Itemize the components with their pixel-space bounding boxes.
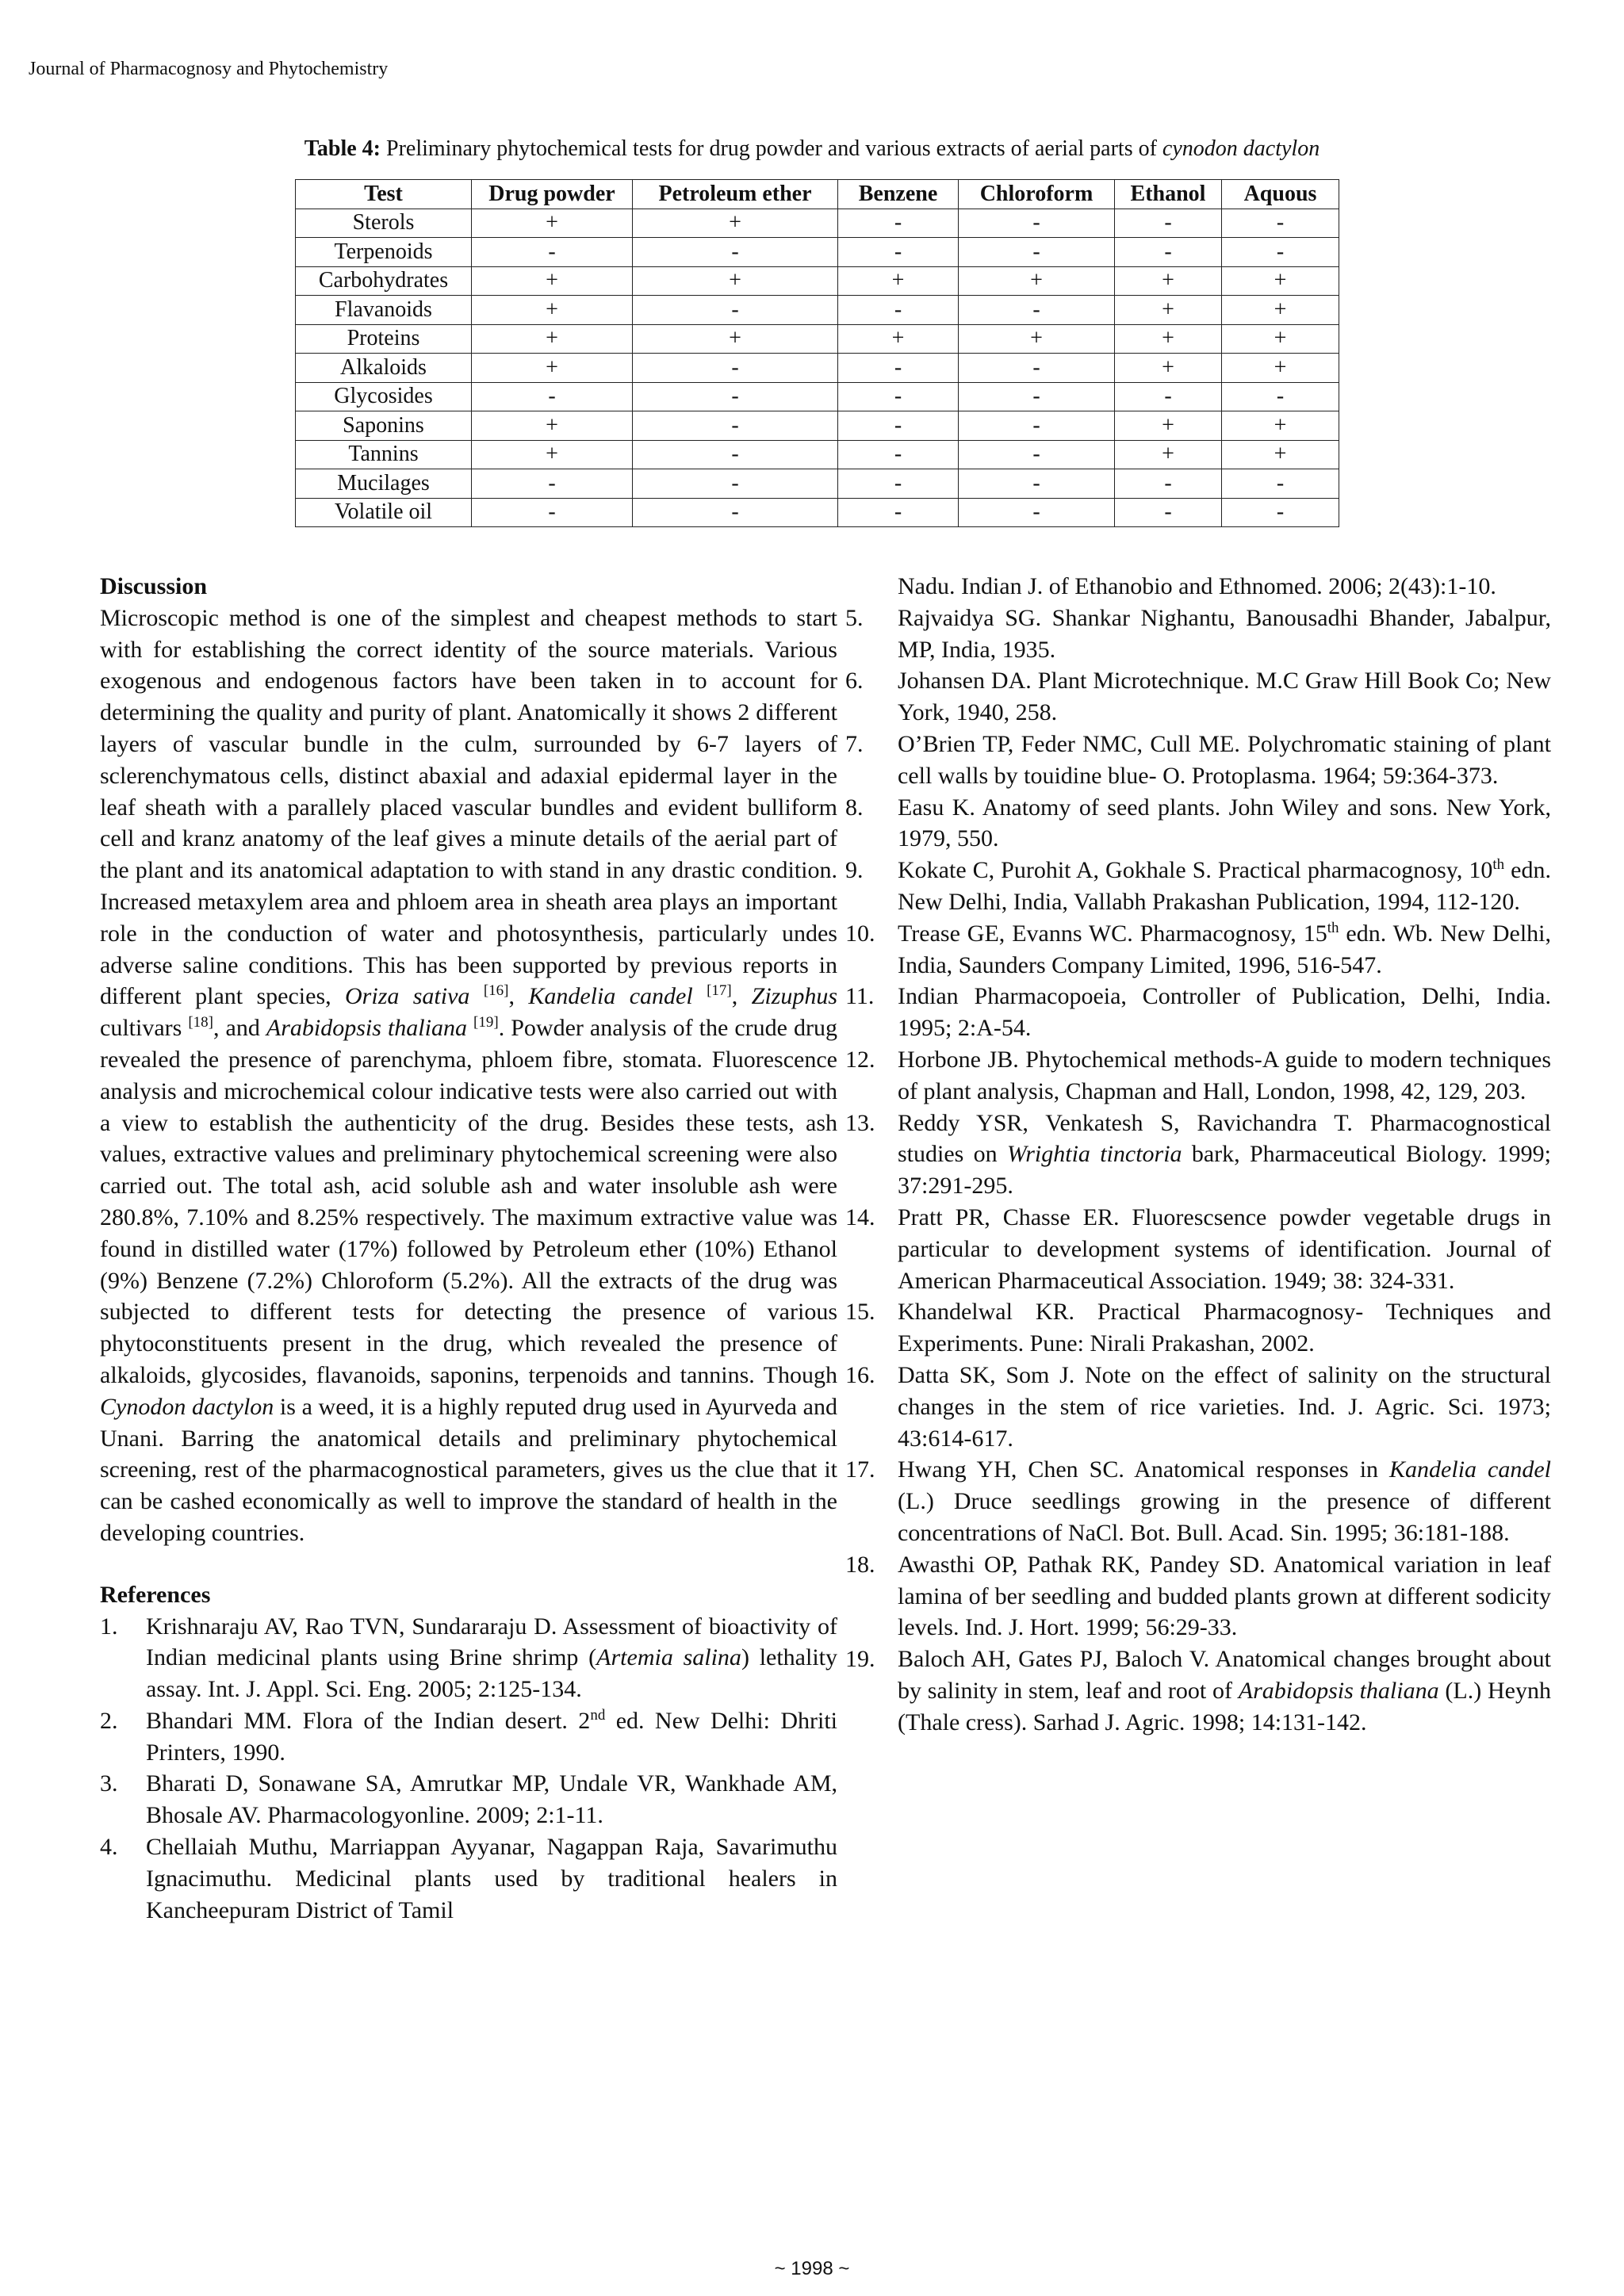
result-cell: + (472, 411, 633, 441)
result-cell: - (633, 469, 838, 499)
reference-list-left (100, 1611, 837, 1927)
result-cell: + (633, 266, 838, 296)
left-column (100, 571, 837, 1926)
reference-item (100, 1768, 837, 1831)
species-name: Zizuphus (751, 983, 838, 1010)
column-header: Petroleum ether (633, 180, 838, 209)
reference-text: ed. New Delhi: Dhriti Printers, 1990. (146, 1707, 837, 1766)
reference-number: 7. (845, 730, 864, 757)
result-cell: + (959, 266, 1115, 296)
test-name-cell: Volatile oil (296, 498, 472, 527)
result-cell: - (838, 296, 959, 325)
species-name: Arabidopsis thaliana (266, 1015, 467, 1042)
reference-item (845, 1360, 1551, 1454)
reference-italic: Artemia salina (596, 1644, 741, 1671)
result-cell: + (1222, 440, 1339, 469)
result-cell: + (1222, 324, 1339, 354)
reference-item (100, 1831, 837, 1926)
result-cell: + (633, 209, 838, 238)
result-cell: - (838, 238, 959, 267)
table-caption-label: Table 4: (304, 136, 381, 161)
reference-number: 19. (845, 1646, 875, 1673)
result-cell: - (838, 498, 959, 527)
result-cell: - (838, 440, 959, 469)
result-cell: - (1115, 469, 1222, 499)
result-cell: - (633, 440, 838, 469)
table-header (296, 180, 1339, 209)
result-cell: - (838, 382, 959, 411)
reference-italic: Arabidopsis thaliana (1238, 1677, 1439, 1704)
reference-text: edn. New Delhi, India, Vallabh Prakashan Publication, 1994, 112-120. (898, 857, 1551, 915)
reference-item (845, 729, 1551, 792)
citation: [16] (483, 982, 509, 1000)
reference-list-right (845, 603, 1551, 1739)
discussion-part: , (731, 983, 752, 1010)
reference-number: 1. (100, 1613, 118, 1640)
table-row (296, 238, 1339, 267)
citation: [17] (707, 982, 732, 1000)
result-cell: - (959, 440, 1115, 469)
reference-text: Hwang YH, Chen SC. Anatomical responses in (898, 1456, 1390, 1483)
column-header: Test (296, 180, 472, 209)
phytochemical-table-wrap (295, 179, 1339, 527)
reference-item (845, 855, 1551, 918)
table-row (296, 266, 1339, 296)
reference-text: Trease GE, Evanns WC. Pharmacognosy, 15 (898, 920, 1327, 947)
result-cell: - (472, 498, 633, 527)
discussion-part: , and (213, 1015, 266, 1042)
reference-number: 17. (845, 1456, 875, 1483)
reference-number: 11. (845, 983, 875, 1010)
reference-item (845, 1108, 1551, 1202)
result-cell: - (959, 498, 1115, 527)
result-cell: + (1115, 354, 1222, 383)
result-cell: + (472, 324, 633, 354)
reference-item (100, 1611, 837, 1705)
references-heading: References (100, 1581, 211, 1608)
column-header: Chloroform (959, 180, 1115, 209)
result-cell: - (838, 209, 959, 238)
citation: [18] (188, 1014, 213, 1031)
right-column (845, 571, 1551, 1738)
reference-item (845, 1454, 1551, 1548)
test-name-cell: Alkaloids (296, 354, 472, 383)
reference-text: edn. Wb. New Delhi, India, Saunders Company Limited, 1996, 516-547. (898, 920, 1552, 978)
reference-continuation: Nadu. Indian J. of Ethanobio and Ethnomed. 2006; 2(43):1-10. (898, 573, 1496, 599)
result-cell: - (1222, 209, 1339, 238)
result-cell: + (472, 209, 633, 238)
reference-number: 14. (845, 1203, 875, 1230)
species-name: Oriza sativa (345, 983, 470, 1010)
reference-item (845, 918, 1551, 982)
test-name-cell: Flavanoids (296, 296, 472, 325)
result-cell: + (1222, 354, 1339, 383)
discussion-part: cultivars (100, 1015, 189, 1042)
reference-text: Pratt PR, Chasse ER. Fluorescsence powder vegetable drugs in particular to development systems of identification. Journal of American Pharmaceutical Association. 1949; 38: 324-331. (898, 1203, 1551, 1294)
table-caption (0, 135, 1624, 163)
result-cell: - (959, 238, 1115, 267)
reference-item (845, 981, 1551, 1044)
result-cell: - (1222, 238, 1339, 267)
result-cell: + (838, 266, 959, 296)
journal-header: Journal of Pharmacognosy and Phytochemistry (29, 59, 389, 79)
reference-text: (L.) Heynh (Thale cress). Sarhad J. Agric. 1998; 14:131-142. (898, 1677, 1551, 1735)
reference-number: 15. (845, 1299, 875, 1326)
column-header: Drug powder (472, 180, 633, 209)
reference-item (845, 1044, 1551, 1108)
reference-text: Indian Pharmacopoeia, Controller of Publication, Delhi, India. 1995; 2:A-54. (898, 983, 1551, 1042)
spacer (100, 1549, 837, 1579)
reference-text: Awasthi OP, Pathak RK, Pandey SD. Anatomical variation in leaf lamina of ber seedling and budded plants grown at different sodicity levels. Ind. J. Hort. 1999; 56:29-33. (898, 1551, 1551, 1641)
reference-text: Johansen DA. Plant Microtechnique. M.C Graw Hill Book Co; New York, 1940, 258. (898, 668, 1551, 726)
result-cell: - (959, 354, 1115, 383)
result-cell: - (633, 296, 838, 325)
reference-text: ) lethality assay. Int. J. Appl. Sci. Eng. 2005; 2:125-134. (146, 1644, 837, 1703)
result-cell: - (959, 382, 1115, 411)
result-cell: - (1222, 469, 1339, 499)
reference-text: Baloch AH, Gates PJ, Baloch V. Anatomical changes brought about by salinity in stem, leaf and root of (898, 1646, 1551, 1704)
reference-number: 4. (100, 1834, 118, 1861)
discussion-part: is a weed, it is a highly reputed drug used in Ayurveda and Unani. Barring the anatomical details and preliminary phytochemical screening, rest of the pharmacognostical parameters, gives us the clue that it can be cashed economically as well to improve the standard of health in the developing countries. (100, 1393, 837, 1546)
reference-text: Khandelwal KR. Practical Pharmacognosy- Techniques and Experiments. Pune: Nirali Prakashan, 2002. (898, 1299, 1551, 1357)
reference-item (845, 603, 1551, 666)
reference-number: 3. (100, 1770, 118, 1797)
result-cell: + (1222, 411, 1339, 441)
reference-text: Rajvaidya SG. Shankar Nighantu, Banousadhi Bhander, Jabalpur, MP, India, 1935. (898, 604, 1551, 663)
result-cell: - (472, 382, 633, 411)
result-cell: - (959, 209, 1115, 238)
test-name-cell: Terpenoids (296, 238, 472, 267)
reference-sup: th (1492, 856, 1505, 874)
discussion-part: Microscopic method is one of the simplest and cheapest methods to start with for establishing the correct identity of the source materials. Various exogenous and endogenous factors have been taken in to account for determining the quality and purity of plant. Anatomically it shows 2 different layers of vascular bundle in the culm, surrounded by 6-7 layers of sclerenchymatous cells, distinct abaxial and adaxial epidermal layer in the leaf sheath with a parallely placed vascular bundles and evident bulliform cell and kranz anatomy of the leaf gives a minute details of the aerial part of the plant and its anatomical adaptation to with stand in any drastic condition. Increased metaxylem area and phloem area in sheath area plays an important role in the conduction of water and photosynthesis, particularly undes adverse saline conditions. This has been supported by previous reports in different plant species, (100, 604, 837, 1010)
result-cell: - (1222, 498, 1339, 527)
result-cell: - (838, 354, 959, 383)
species-name: Kandelia candel (528, 983, 693, 1010)
result-cell: - (959, 296, 1115, 325)
citation: [19] (473, 1014, 499, 1031)
reference-item (845, 1296, 1551, 1360)
result-cell: + (472, 354, 633, 383)
result-cell: - (633, 498, 838, 527)
result-cell: + (472, 296, 633, 325)
result-cell: - (1115, 209, 1222, 238)
phytochemical-table (295, 179, 1339, 527)
discussion-part: . Powder analysis of the crude drug revealed the presence of parenchyma, phloem fibre, stomata. Fluorescence analysis and microchemical colour indicative tests were also carried out with a view to establish the authenticity of the drug. Besides these tests, ash values, extractive values and preliminary phytochemical screening were also carried out. The total ash, acid soluble ash and water insoluble ash were 280.8%, 7.10% and 8.25% respectively. The maximum extractive value was found in distilled water (17%) followed by Petroleum ether (10%) Ethanol (9%) Benzene (7.2%) Chloroform (5.2%). All the extracts of the drug was subjected to different tests for detecting the presence of various phytoconstituents present in the drug, which revealed the presence of alkaloids, glycosides, flavanoids, saponins, terpenoids and tannins. Though (100, 1015, 837, 1388)
result-cell: + (959, 324, 1115, 354)
table-row (296, 382, 1339, 411)
reference-number: 18. (845, 1551, 875, 1578)
result-cell: - (633, 382, 838, 411)
test-name-cell: Saponins (296, 411, 472, 441)
reference-text: O’Brien TP, Feder NMC, Cull ME. Polychromatic staining of plant cell walls by touidine blue- O. Protoplasma. 1964; 59:364-373. (898, 730, 1551, 789)
test-name-cell: Proteins (296, 324, 472, 354)
test-name-cell: Carbohydrates (296, 266, 472, 296)
result-cell: + (1115, 324, 1222, 354)
result-cell: - (633, 354, 838, 383)
reference-sup: nd (590, 1706, 606, 1724)
result-cell: + (1115, 266, 1222, 296)
table-caption-text: Preliminary phytochemical tests for drug powder and various extracts of aerial parts of (381, 136, 1162, 161)
reference-sup: th (1327, 919, 1339, 936)
reference-italic: Kandelia candel (1389, 1456, 1551, 1483)
table-row (296, 296, 1339, 325)
page-number: ~ 1998 ~ (774, 2258, 850, 2279)
table-row (296, 498, 1339, 527)
result-cell: - (472, 469, 633, 499)
result-cell: - (472, 238, 633, 267)
result-cell: + (838, 324, 959, 354)
result-cell: + (472, 266, 633, 296)
reference-number: 10. (845, 920, 875, 947)
table-row (296, 469, 1339, 499)
result-cell: - (838, 411, 959, 441)
result-cell: - (838, 469, 959, 499)
reference-text: Reddy YSR, Venkatesh S, Ravichandra T. Pharmacognostical studies on (898, 1109, 1551, 1168)
reference-text: Horbone JB. Phytochemical methods-A guide to modern techniques of plant analysis, Chapman and Hall, London, 1998, 42, 129, 203. (898, 1046, 1551, 1104)
result-cell: - (1115, 238, 1222, 267)
test-name-cell: Mucilages (296, 469, 472, 499)
table-row (296, 411, 1339, 441)
result-cell: + (1115, 296, 1222, 325)
reference-text: Kokate C, Purohit A, Gokhale S. Practical pharmacognosy, 10 (898, 857, 1493, 884)
reference-number: 13. (845, 1109, 875, 1136)
reference-number: 5. (845, 604, 864, 631)
reference-text: Bharati D, Sonawane SA, Amrutkar MP, Undale VR, Wankhade AM, Bhosale AV. Pharmacologyonline. 2009; 2:1-11. (146, 1770, 837, 1829)
reference-number: 2. (100, 1707, 118, 1734)
discussion-text (100, 603, 837, 1549)
table-body (296, 209, 1339, 527)
column-header: Ethanol (1115, 180, 1222, 209)
reference-text: (L.) Druce seedlings growing in the presence of different concentrations of NaCl. Bot. Bull. Acad. Sin. 1995; 36:181-188. (898, 1488, 1551, 1546)
reference-item (845, 1644, 1551, 1738)
test-name-cell: Glycosides (296, 382, 472, 411)
result-cell: - (633, 238, 838, 267)
reference-item (845, 1549, 1551, 1644)
result-cell: + (1222, 296, 1339, 325)
table-row (296, 354, 1339, 383)
reference-text: bark, Pharmaceutical Biology. 1999; 37:291-295. (898, 1141, 1551, 1200)
column-header: Benzene (838, 180, 959, 209)
result-cell: - (1222, 382, 1339, 411)
result-cell: - (633, 411, 838, 441)
result-cell: + (1222, 266, 1339, 296)
reference-text: Chellaiah Muthu, Marriappan Ayyanar, Nagappan Raja, Savarimuthu Ignacimuthu. Medicinal plants used by traditional healers in Kancheepuram District of Tamil (146, 1834, 837, 1923)
reference-number: 12. (845, 1046, 875, 1073)
table-header-row (296, 180, 1339, 209)
result-cell: + (472, 440, 633, 469)
reference-italic: Wrightia tinctoria (1006, 1141, 1182, 1168)
test-name-cell: Tannins (296, 440, 472, 469)
result-cell: - (959, 411, 1115, 441)
species-name: Cynodon dactylon (100, 1393, 274, 1420)
result-cell: - (959, 469, 1115, 499)
result-cell: + (633, 324, 838, 354)
reference-item (845, 665, 1551, 729)
reference-number: 16. (845, 1361, 875, 1388)
result-cell: - (1115, 382, 1222, 411)
reference-text: Datta SK, Som J. Note on the effect of salinity on the structural changes in the stem of rice varieties. Ind. J. Agric. Sci. 1973; 43:614-617. (898, 1361, 1551, 1452)
table-row (296, 209, 1339, 238)
discussion-heading: Discussion (100, 573, 208, 599)
table-row (296, 324, 1339, 354)
reference-number: 8. (845, 794, 864, 821)
result-cell: + (1115, 440, 1222, 469)
reference-text: Easu K. Anatomy of seed plants. John Wiley and sons. New York, 1979, 550. (898, 794, 1551, 852)
reference-item (845, 1202, 1551, 1296)
result-cell: + (1115, 411, 1222, 441)
table-row (296, 440, 1339, 469)
result-cell: - (1115, 498, 1222, 527)
test-name-cell: Sterols (296, 209, 472, 238)
reference-text: Krishnaraju AV, Rao TVN, Sundararaju D. Assessment of bioactivity of Indian medicinal plants using Brine shrimp ( (146, 1613, 837, 1671)
column-header: Aquous (1222, 180, 1339, 209)
reference-item (100, 1705, 837, 1769)
reference-number: 6. (845, 668, 864, 695)
discussion-part: , (508, 983, 529, 1010)
reference-text: Bhandari MM. Flora of the Indian desert. 2 (146, 1707, 591, 1734)
table-caption-species: cynodon dactylon (1162, 136, 1320, 161)
reference-item (845, 792, 1551, 855)
reference-number: 9. (845, 857, 864, 884)
